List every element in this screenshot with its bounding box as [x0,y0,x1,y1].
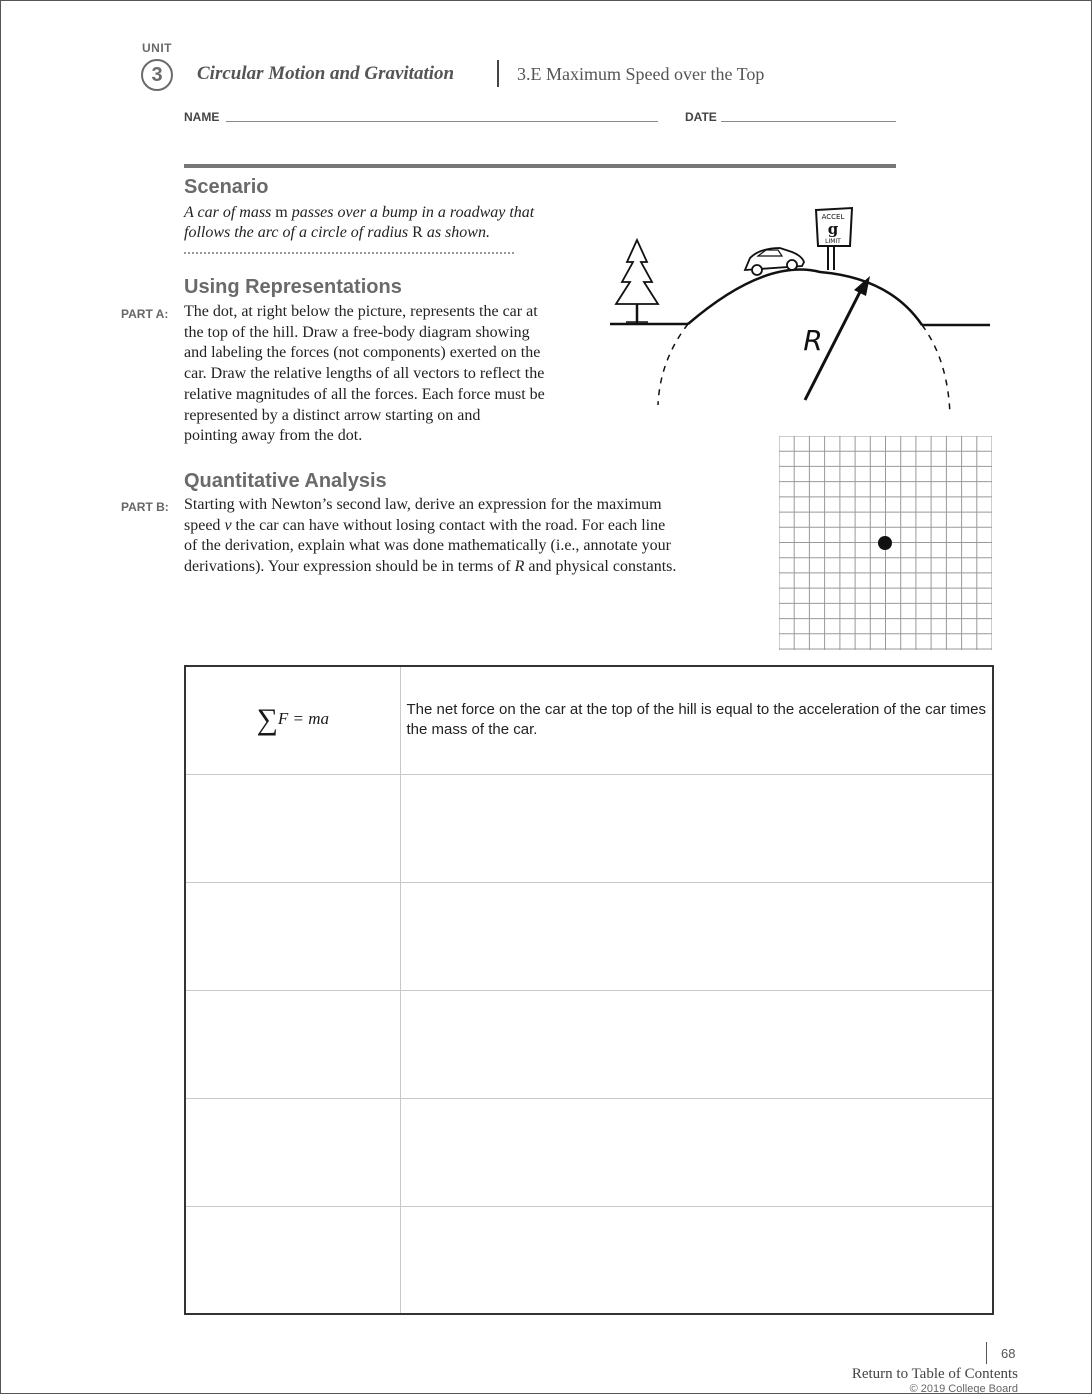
using-representations-heading: Using Representations [184,276,402,298]
equation-cell[interactable] [185,882,400,990]
equation-cell[interactable] [185,990,400,1098]
scenario-text: A car of mass m passes over a bump in a roadway that follows the arc of a circle of radius R as shown. [184,204,535,241]
annotation-cell[interactable] [400,1206,993,1314]
page-number: 68 [1001,1346,1016,1361]
part-b-label: PART B: [121,500,169,514]
unit-label: UNIT [142,41,172,55]
tree-icon [616,240,658,324]
equation-cell[interactable] [185,1098,400,1206]
table-row [185,774,993,882]
table-row [185,1206,993,1314]
table-row [185,990,993,1098]
header-divider [497,60,499,87]
free-body-grid[interactable] [779,436,992,650]
svg-text:LIMIT: LIMIT [825,238,841,245]
part-b-text: Starting with Newton’s second law, derive an expression for the maximum speed v the car can have without losing contact with the road. For each line of the derivation, explain what was done mathematically (i.e., annotate your derivations). Your expression should be in terms of R and physical constants. [184,496,677,576]
page-number-divider [986,1342,987,1364]
section-title: 3.E Maximum Speed over the Top [517,64,765,84]
name-label: NAME [184,110,220,124]
annotation-cell[interactable] [400,774,993,882]
return-to-toc-link[interactable]: Return to Table of Contents [851,1366,1018,1382]
table-row [185,1098,993,1206]
copyright: © 2019 College Board [909,1383,1018,1394]
table-row [185,666,993,774]
annotation-cell[interactable]: The net force on the car at the top of the hill is equal to the acceleration of the car times the mass of the car. [400,666,993,774]
unit-title: Circular Motion and Gravitation [197,63,455,84]
scenario-heading: Scenario [184,176,269,198]
table-row [185,882,993,990]
dotted-divider [184,252,514,254]
car-icon [745,248,804,275]
equation-cell[interactable] [185,774,400,882]
derivation-table [184,665,994,1315]
part-a-label: PART A: [121,307,169,321]
quantitative-analysis-heading: Quantitative Analysis [184,470,387,492]
svg-text:g: g [827,220,839,238]
annotation-cell[interactable] [400,990,993,1098]
radius-label: R [803,324,823,357]
car-dot [878,536,892,550]
date-label: DATE [685,110,717,124]
date-field[interactable] [721,121,896,122]
unit-number-badge: 3 [141,59,173,91]
part-a-text: The dot, at right below the picture, represents the car at the top of the hill. Draw a free-body diagram showing and labeling the forces (not components) exerted on the car. Draw the relative lengths of all vectors to reflect the relative magnitudes of all the forces. Each force must be represented by a distinct arrow starting on and pointing away from the dot. [184,303,545,445]
section-rule [184,164,896,168]
annotation-cell[interactable] [400,1098,993,1206]
equation-cell[interactable]: ∑F = ma [185,666,400,774]
hill-illustration [600,200,1000,420]
equation-cell[interactable] [185,1206,400,1314]
accel-limit-sign-icon [816,208,852,270]
hill-arc [688,270,922,325]
svg-text:ACCEL: ACCEL [821,213,845,221]
annotation-cell[interactable] [400,882,993,990]
name-field[interactable] [226,121,658,122]
